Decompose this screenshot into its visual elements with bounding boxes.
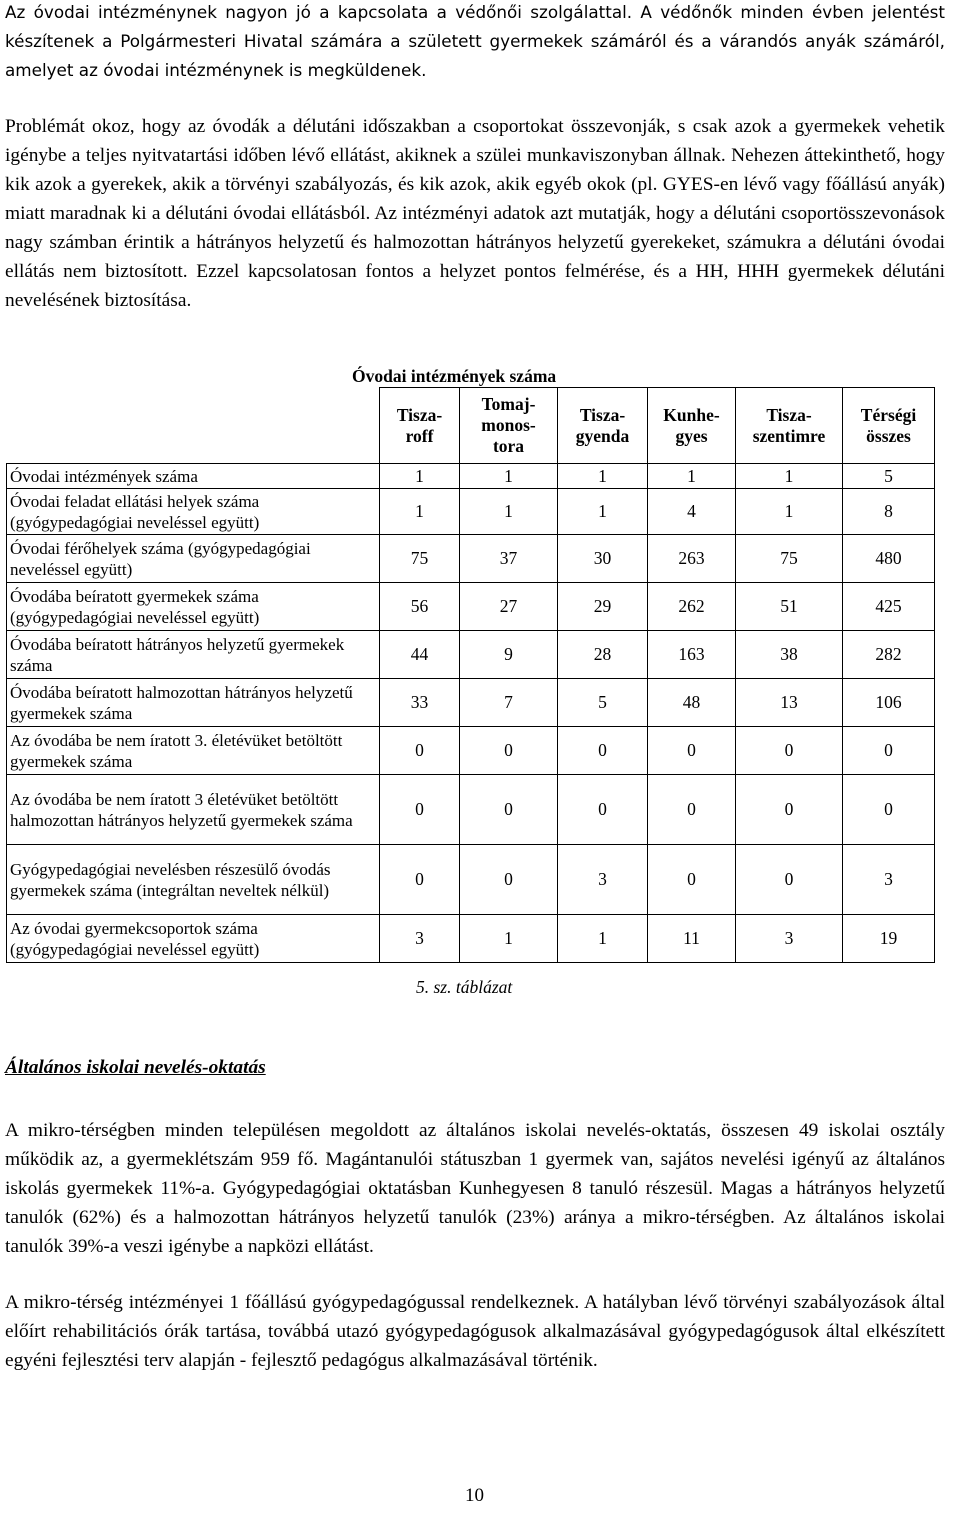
table-row xyxy=(7,489,935,535)
kindergarten-table xyxy=(6,387,935,963)
table-cell: 1 xyxy=(460,464,558,489)
table-cell: 0 xyxy=(380,775,460,845)
table-title: Óvodai intézmények száma xyxy=(352,366,557,386)
table-cell: 3 xyxy=(843,845,935,915)
table-cell: 8 xyxy=(843,489,935,535)
table-cell: 29 xyxy=(558,583,648,631)
row-label: Óvodai intézmények száma xyxy=(7,464,380,489)
table-cell: 0 xyxy=(558,727,648,775)
section-heading: Általános iskolai nevelés-oktatás xyxy=(5,1057,266,1078)
table-cell: 7 xyxy=(460,679,558,727)
column-header-tiszaszentimre: Tisza- szentimre xyxy=(736,388,843,464)
table-corner-cell xyxy=(7,388,380,464)
table-cell: 1 xyxy=(380,464,460,489)
table-cell: 0 xyxy=(736,845,843,915)
table-cell: 1 xyxy=(460,489,558,535)
row-label: Az óvodába be nem íratott 3 életévüket betöltött halmozottan hátrányos helyzetű gyermekek száma xyxy=(7,775,380,845)
table-cell: 27 xyxy=(460,583,558,631)
table-cell: 0 xyxy=(843,727,935,775)
table-cell: 5 xyxy=(558,679,648,727)
table-cell: 0 xyxy=(558,775,648,845)
table-cell: 75 xyxy=(736,535,843,583)
table-cell: 1 xyxy=(460,915,558,963)
table-row xyxy=(7,727,935,775)
table-cell: 1 xyxy=(558,464,648,489)
table-cell: 1 xyxy=(558,489,648,535)
table-cell: 9 xyxy=(460,631,558,679)
column-header-tomajmonostora: Tomaj- monos- tora xyxy=(460,388,558,464)
table-cell: 3 xyxy=(380,915,460,963)
table-cell: 1 xyxy=(558,915,648,963)
table-cell: 37 xyxy=(460,535,558,583)
row-label: Óvodába beíratott halmozottan hátrányos helyzetű gyermekek száma xyxy=(7,679,380,727)
table-cell: 0 xyxy=(460,775,558,845)
table-cell: 282 xyxy=(843,631,935,679)
table-cell: 1 xyxy=(736,464,843,489)
table-cell: 425 xyxy=(843,583,935,631)
table-cell: 163 xyxy=(648,631,736,679)
table-cell: 0 xyxy=(736,727,843,775)
table-cell: 0 xyxy=(648,845,736,915)
table-cell: 13 xyxy=(736,679,843,727)
table-cell: 263 xyxy=(648,535,736,583)
table-cell: 75 xyxy=(380,535,460,583)
table-cell: 262 xyxy=(648,583,736,631)
table-row xyxy=(7,583,935,631)
table-row xyxy=(7,535,935,583)
table-cell: 0 xyxy=(843,775,935,845)
table-cell: 5 xyxy=(843,464,935,489)
table-body xyxy=(7,464,935,963)
table-cell: 1 xyxy=(648,464,736,489)
paragraph-primary-school: A mikro-térségben minden településen megoldott az általános iskolai nevelés-oktatás, összesen 49 iskolai osztály működik az, a gyermeklétszám 959 fő. Magántanulói státuszban 1 gyermek van, sajátos nevelési igényű az általános iskolás gyermekek 11%-a. Gyógypedagógiai oktatásban Kunhegyesen 8 tanuló részesül. Magas a hátrányos helyzetű tanulók (62%) és a halmozottan hátrányos helyzetű tanulók (23%) aránya a mikro-térségben. Az általános iskolai tanulók 39%-a veszi igénybe a napközi ellátást. xyxy=(5,1120,945,1257)
table-cell: 28 xyxy=(558,631,648,679)
table-cell: 1 xyxy=(736,489,843,535)
table-cell: 38 xyxy=(736,631,843,679)
page-number: 10 xyxy=(465,1485,484,1506)
table-cell: 3 xyxy=(736,915,843,963)
row-label: Az óvodai gyermekcsoportok száma (gyógypedagógiai neveléssel együtt) xyxy=(7,915,380,963)
table-cell: 33 xyxy=(380,679,460,727)
paragraph-special-education: A mikro-térség intézményei 1 főállású gyógypedagógussal rendelkeznek. A hatályban lévő törvényi szabályozások által előírt rehabilitációs órák tartása, továbbá utazó gyógypedagógusok alkalmazásával gyógypedagógusok által elkészített egyéni fejlesztési terv alapján - fejlesztő pedagógus alkalmazásával történik. xyxy=(5,1292,945,1371)
table-caption: 5. sz. táblázat xyxy=(416,977,513,997)
row-label: Óvodai feladat ellátási helyek száma (gyógypedagógiai neveléssel együtt) xyxy=(7,489,380,535)
table-cell: 56 xyxy=(380,583,460,631)
paragraph-afternoon-groups: Problémát okoz, hogy az óvodák a délutáni időszakban a csoportokat összevonják, s csak azok a gyermekek vehetik igénybe a teljes nyitvatartási időben lévő ellátást, akiknek a szülei munkaviszonyban állnak. Nehezen áttekinthető, hogy kik azok a gyerekek, akik a törvényi szabályozás, és kik azok, akik egyéb okok (pl. GYES-en lévő vagy főállású anyák) miatt maradnak ki a délutáni óvodai ellátásból. Az intézményi adatok azt mutatják, hogy a délutáni csoportösszevonások nagy számban érintik a hátrányos helyzetű és halmozottan hátrányos helyzetű gyerekeket, számukra a délutáni óvodai ellátás nem biztosított. Ezzel kapcsolatosan fontos a helyzet pontos felmérése, és a HH, HHH gyermekek délutáni nevelésének biztosítása. xyxy=(5,116,945,311)
row-label: Az óvodába be nem íratott 3. életévüket betöltött gyermekek száma xyxy=(7,727,380,775)
table-cell: 0 xyxy=(380,727,460,775)
column-header-tiszaroff: Tisza- roff xyxy=(380,388,460,464)
table-header-row xyxy=(7,388,935,464)
column-header-total: Térségi összes xyxy=(843,388,935,464)
column-header-tiszagyenda: Tisza- gyenda xyxy=(558,388,648,464)
table-cell: 11 xyxy=(648,915,736,963)
table-cell: 0 xyxy=(648,775,736,845)
column-header-kunhegyes: Kunhe- gyes xyxy=(648,388,736,464)
table-row xyxy=(7,464,935,489)
row-label: Óvodai férőhelyek száma (gyógypedagógiai neveléssel együtt) xyxy=(7,535,380,583)
table-row xyxy=(7,845,935,915)
table-cell: 106 xyxy=(843,679,935,727)
table-cell: 51 xyxy=(736,583,843,631)
table-cell: 3 xyxy=(558,845,648,915)
table-cell: 30 xyxy=(558,535,648,583)
table-cell: 0 xyxy=(648,727,736,775)
table-cell: 4 xyxy=(648,489,736,535)
table-row xyxy=(7,631,935,679)
table-row xyxy=(7,679,935,727)
paragraph-kindergarten-health-visitor: Az óvodai intézménynek nagyon jó a kapcsolata a védőnői szolgálattal. A védőnők minden évben jelentést készítenek a Polgármesteri Hivatal számára a született gyermekek számáról és a várandós anyák számáról, amelyet az óvodai intézménynek is megküldenek. xyxy=(5,2,945,80)
table-cell: 1 xyxy=(380,489,460,535)
row-label: Gyógypedagógiai nevelésben részesülő óvodás gyermekek száma (integráltan neveltek nélkül) xyxy=(7,845,380,915)
table-cell: 0 xyxy=(460,845,558,915)
table-cell: 0 xyxy=(460,727,558,775)
table-cell: 48 xyxy=(648,679,736,727)
table-cell: 0 xyxy=(380,845,460,915)
row-label: Óvodába beíratott gyermekek száma (gyógypedagógiai neveléssel együtt) xyxy=(7,583,380,631)
table-cell: 480 xyxy=(843,535,935,583)
table-cell: 19 xyxy=(843,915,935,963)
table-cell: 44 xyxy=(380,631,460,679)
table-row xyxy=(7,775,935,845)
table-row xyxy=(7,915,935,963)
row-label: Óvodába beíratott hátrányos helyzetű gyermekek száma xyxy=(7,631,380,679)
table-cell: 0 xyxy=(736,775,843,845)
